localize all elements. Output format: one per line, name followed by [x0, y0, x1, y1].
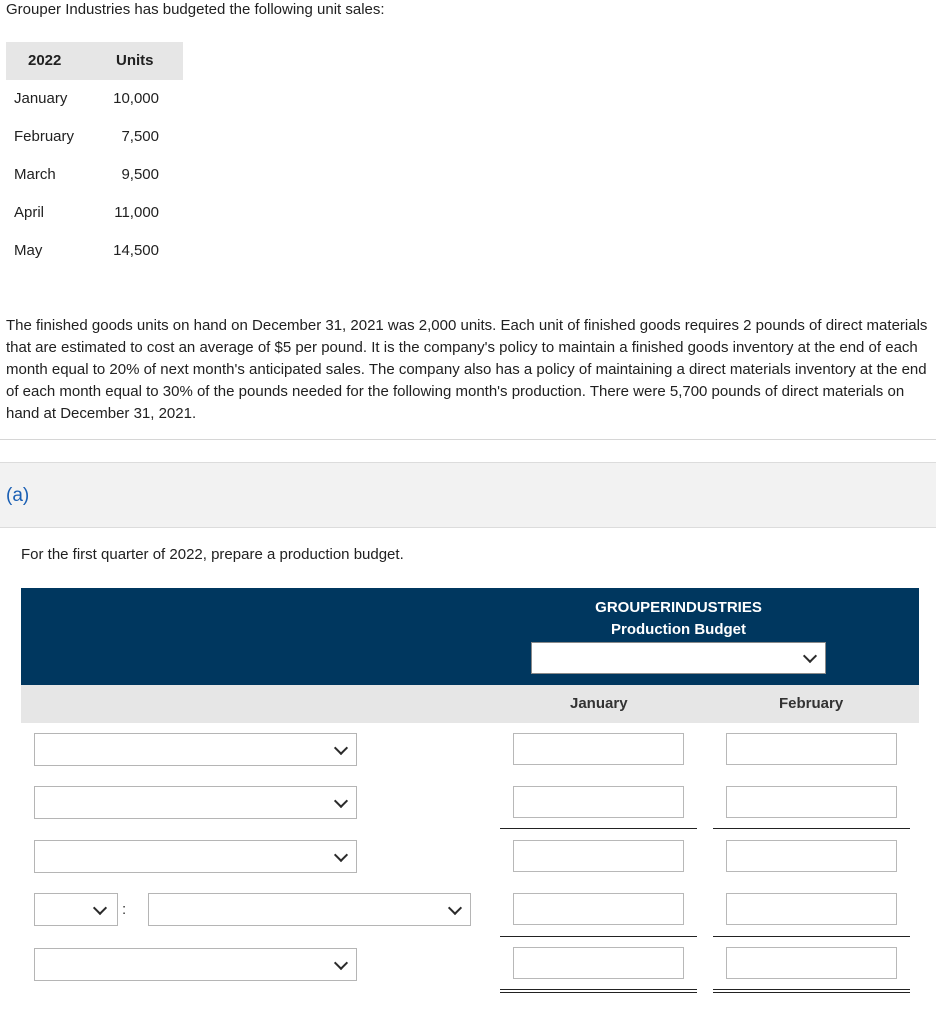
intro-text: Grouper Industries has budgeted the following unit sales:	[6, 1, 385, 18]
chevron-down-icon	[334, 847, 348, 861]
row-5-label-select[interactable]	[34, 948, 357, 981]
row-1-february-input[interactable]	[726, 733, 897, 765]
header-units: Units	[116, 52, 154, 69]
row-3-january-input[interactable]	[513, 840, 684, 872]
header-year: 2022	[28, 52, 62, 69]
row-5-february-input[interactable]	[726, 947, 897, 979]
table-row	[6, 118, 183, 156]
chevron-down-icon	[334, 955, 348, 969]
row-2-february-input[interactable]	[726, 786, 897, 818]
subtotal-rule	[500, 828, 697, 829]
total-double-rule	[500, 992, 697, 993]
month-cell: April	[14, 204, 45, 221]
part-header	[0, 462, 936, 528]
row-2-label-select[interactable]	[34, 786, 357, 819]
month-cell: May	[14, 242, 43, 259]
separator-colon: :	[122, 901, 127, 918]
subtotal-rule	[713, 936, 910, 937]
row-4-label-select[interactable]	[148, 893, 471, 926]
chevron-down-icon	[334, 793, 348, 807]
row-1-january-input[interactable]	[513, 733, 684, 765]
subtotal-rule	[500, 936, 697, 937]
row-1-label-select[interactable]	[34, 733, 357, 766]
units-cell: 7,500	[121, 128, 159, 145]
row-4-january-input[interactable]	[513, 893, 684, 925]
table-row	[6, 232, 183, 270]
table-header	[6, 42, 183, 80]
month-cell: February	[14, 128, 75, 145]
table-row	[6, 194, 183, 232]
chevron-down-icon	[93, 900, 107, 914]
row-4-operator-select[interactable]	[34, 893, 118, 926]
total-double-rule	[500, 989, 697, 990]
units-cell: 14,500	[113, 242, 159, 259]
part-label: (a)	[6, 485, 30, 506]
row-3-february-input[interactable]	[726, 840, 897, 872]
divider	[0, 439, 936, 440]
row-3-label-select[interactable]	[34, 840, 357, 873]
column-header-january: January	[570, 695, 628, 712]
column-header-row	[21, 685, 919, 723]
chevron-down-icon	[334, 740, 348, 754]
company-name: GROUPERINDUSTRIES	[595, 599, 762, 616]
month-cell: March	[14, 166, 56, 183]
subtotal-rule	[713, 828, 910, 829]
instruction-text: For the first quarter of 2022, prepare a production budget.	[21, 546, 404, 563]
row-5-january-input[interactable]	[513, 947, 684, 979]
budget-header	[21, 588, 919, 685]
table-row	[6, 156, 183, 194]
row-2-january-input[interactable]	[513, 786, 684, 818]
chevron-down-icon	[803, 649, 817, 663]
total-double-rule	[713, 989, 910, 990]
problem-description: The finished goods units on hand on December 31, 2021 was 2,000 units. Each unit of finished goods requires 2 pounds of direct materials that are estimated to cost an average of $5 per pound. It is the company's policy to maintain a finished goods inventory at the end of each month equal to 20% of next month's anticipated sales. The company also has a policy of maintaining a direct materials inventory at the end of each month equal to 30% of the pounds needed for the following month's production. There were 5,700 pounds of direct materials on hand at December 31, 2021.	[6, 317, 928, 422]
units-cell: 10,000	[113, 90, 159, 107]
table-row	[6, 80, 183, 118]
row-4-february-input[interactable]	[726, 893, 897, 925]
total-double-rule	[713, 992, 910, 993]
column-header-february: February	[779, 695, 844, 712]
period-select[interactable]	[531, 642, 826, 674]
chevron-down-icon	[448, 900, 462, 914]
units-cell: 11,000	[114, 204, 159, 221]
month-cell: January	[14, 90, 68, 107]
units-cell: 9,500	[121, 166, 159, 183]
budget-title: Production Budget	[611, 621, 746, 638]
